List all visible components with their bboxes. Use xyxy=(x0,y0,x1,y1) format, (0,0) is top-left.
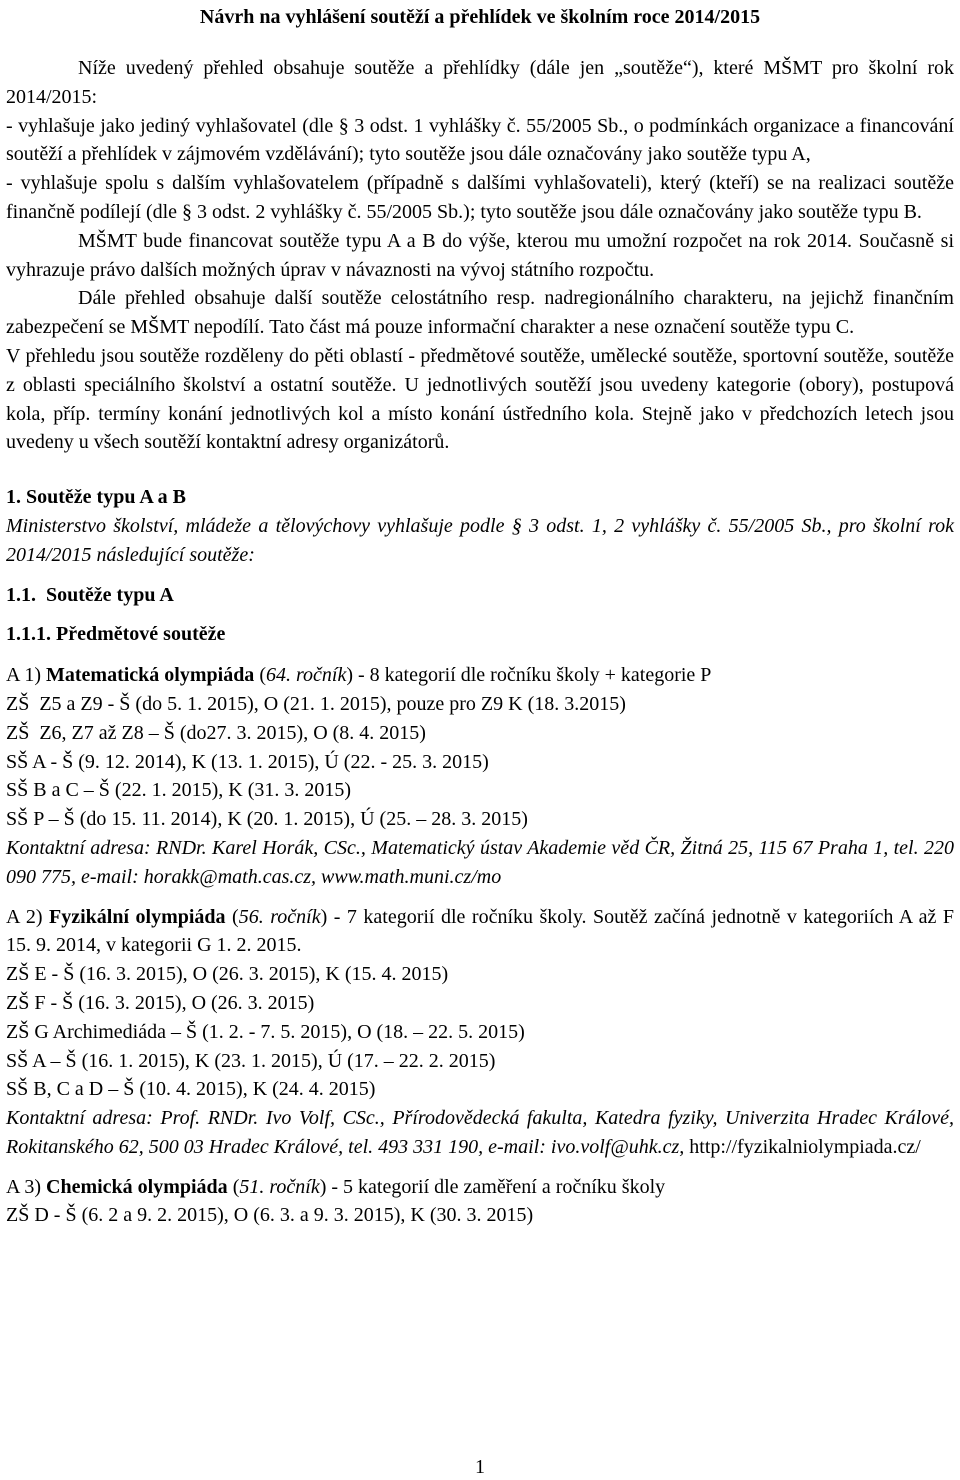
competition-a2-contact xyxy=(6,1104,954,1162)
intro-bullet-a: - vyhlašuje jako jediný vyhlašovatel (dle § 3 odst. 1 vyhlášky č. 55/2005 Sb., o podmínkách organizace a financování soutěží a přehlídek v zájmovém vzdělávání); tyto soutěže jsou dále označovány jako soutěže typu A, xyxy=(6,114,954,166)
competition-a1-line: ZŠ Z5 a Z9 - Š (do 5. 1. 2015), O (21. 1. 2015), pouze pro Z9 K (18. 3.2015) xyxy=(6,692,626,715)
competition-a1-line: SŠ P – Š (do 15. 11. 2014), K (20. 1. 2015), Ú (25. – 28. 3. 2015) xyxy=(6,808,528,831)
competition-a1-pre-year: ( xyxy=(254,664,266,687)
type-c-paragraph: Dále přehled obsahuje další soutěže celostátního resp. nadregionálního charakteru, na jejichž finančním zabezpečení se MŠMT nepodílí. Tato část má pouze informační charakter a nese označení soutěže typu C. xyxy=(6,287,954,339)
competition-a2-line: SŠ B, C a D – Š (10. 4. 2015), K (24. 4. 2015) xyxy=(6,1078,376,1101)
competition-a1-line: SŠ A - Š (9. 12. 2014), K (13. 1. 2015), Ú (22. - 25. 3. 2015) xyxy=(6,750,489,773)
competition-a1-year: 64. ročník xyxy=(265,664,347,687)
competition-a3-year: 51. ročník xyxy=(239,1175,320,1198)
document-title: Návrh na vyhlášení soutěží a přehlídek ve školním roce 2014/2015 xyxy=(199,6,761,28)
competition-a3-pre-year: ( xyxy=(227,1175,240,1198)
intro-paragraph: Níže uvedený přehled obsahuje soutěže a přehlídky (dále jen „soutěže“), které MŠMT pro školní rok 2014/2015: xyxy=(6,57,954,108)
competition-a2-line: ZŠ E - Š (16. 3. 2015), O (26. 3. 2015), K (15. 4. 2015) xyxy=(6,963,449,986)
competition-a1-desc: ) - 8 kategorií dle ročníku školy + kategorie P xyxy=(346,664,712,687)
competition-a1-contact: Kontaktní adresa: RNDr. Karel Horák, CSc., Matematický ústav Akademie věd ČR, Žitná 25, 115 67 Praha 1, tel. 220 090 775, e-mail: horakk@math.cas.cz, www.math.muni.cz/mo xyxy=(6,836,954,888)
competition-a2-prefix: A 2) xyxy=(6,905,50,928)
competition-a1-prefix: A 1) xyxy=(6,664,46,687)
competition-a1-header xyxy=(6,661,954,690)
competition-a2-year: 56. ročník xyxy=(238,905,321,928)
section-1-1-heading: 1.1. Soutěže typu A xyxy=(6,583,174,606)
competition-a2-header xyxy=(6,903,954,961)
section-1-1-1-heading: 1.1.1. Předmětové soutěže xyxy=(6,623,226,646)
competition-a3-line: ZŠ D - Š (6. 2 a 9. 2. 2015), O (6. 3. a 9. 3. 2015), K (30. 3. 2015) xyxy=(6,1204,534,1227)
competition-a2-line: SŠ A – Š (16. 1. 2015), K (23. 1. 2015), Ú (17. – 22. 2. 2015) xyxy=(6,1049,496,1072)
section-1-text: Ministerstvo školství, mládeže a tělovýchovy vyhlašuje podle § 3 odst. 1, 2 vyhlášky č. 55/2005 Sb., pro školní rok 2014/2015 následující soutěže: xyxy=(6,514,954,566)
areas-paragraph: V přehledu jsou soutěže rozděleny do pěti oblastí - předmětové soutěže, umělecké soutěže, sportovní soutěže, soutěže z oblasti speciálního školství a ostatní soutěže. U jednotlivých soutěží jsou uvedeny kategorie (obory), postupová kola, příp. termíny konání jednotlivých kol a místo konání ústředního kola. Stejně jako v předchozích letech jsou uvedeny u všech soutěží kontaktní adresy organizátorů. xyxy=(6,344,954,454)
competition-a2-contact-text: Kontaktní adresa: Prof. RNDr. Ivo Volf, CSc., Přírodovědecká fakulta, Katedra fyziky, Univerzita Hradec Králové, Rokitanského 62, 500 03 Hradec Králové, tel. 493 331 190, e-mail: ivo.volf@uhk.cz, xyxy=(6,1107,954,1158)
section-1-heading: 1. Soutěže typu A a B xyxy=(6,486,187,509)
competition-a3-desc: ) - 5 kategorií dle zaměření a ročníku školy xyxy=(319,1175,666,1198)
competition-a1-line: SŠ B a C – Š (22. 1. 2015), K (31. 3. 2015) xyxy=(6,779,352,802)
competition-a1-line: ZŠ Z6, Z7 až Z8 – Š (do27. 3. 2015), O (8. 4. 2015) xyxy=(6,721,426,744)
intro-bullet-b: - vyhlašuje spolu s dalším vyhlašovatelem (případně s dalšími vyhlašovateli), který (kteří) se na realizaci soutěže finančně podílejí (dle § 3 odst. 2 vyhlášky č. 55/2005 Sb.); tyto soutěže jsou dále označovány jako soutěže typu B. xyxy=(6,172,954,223)
competition-a3-name: Chemická olympiáda xyxy=(46,1175,228,1198)
competition-a3-header xyxy=(6,1173,954,1202)
page-number: 1 xyxy=(475,1456,485,1478)
competition-a2-line: ZŠ G Archimediáda – Š (1. 2. - 7. 5. 2015), O (18. – 22. 5. 2015) xyxy=(6,1020,525,1043)
competition-a1-name: Matematická olympiáda xyxy=(46,664,255,687)
competition-a2-url[interactable]: http://fyzikalniolympiada.cz/ xyxy=(684,1135,921,1158)
competition-a3-prefix: A 3) xyxy=(6,1175,46,1198)
financing-paragraph: MŠMT bude financovat soutěže typu A a B do výše, kterou mu umožní rozpočet na rok 2014. Současně si vyhrazuje právo dalších možných úprav v návaznosti na vývoj státního rozpočtu. xyxy=(6,229,954,281)
competition-a2-name: Fyzikální olympiáda xyxy=(49,905,226,928)
competition-a2-desc: ) - 7 kategorií dle ročníku školy. Soutěž začíná jednotně v kategoriích A až F 15. 9. 2014, v kategorii G 1. 2. 2015. xyxy=(6,905,955,957)
competition-a2-pre-year: ( xyxy=(225,905,239,928)
document-page xyxy=(6,0,954,1230)
competition-a2-line: ZŠ F - Š (16. 3. 2015), O (26. 3. 2015) xyxy=(6,991,315,1014)
